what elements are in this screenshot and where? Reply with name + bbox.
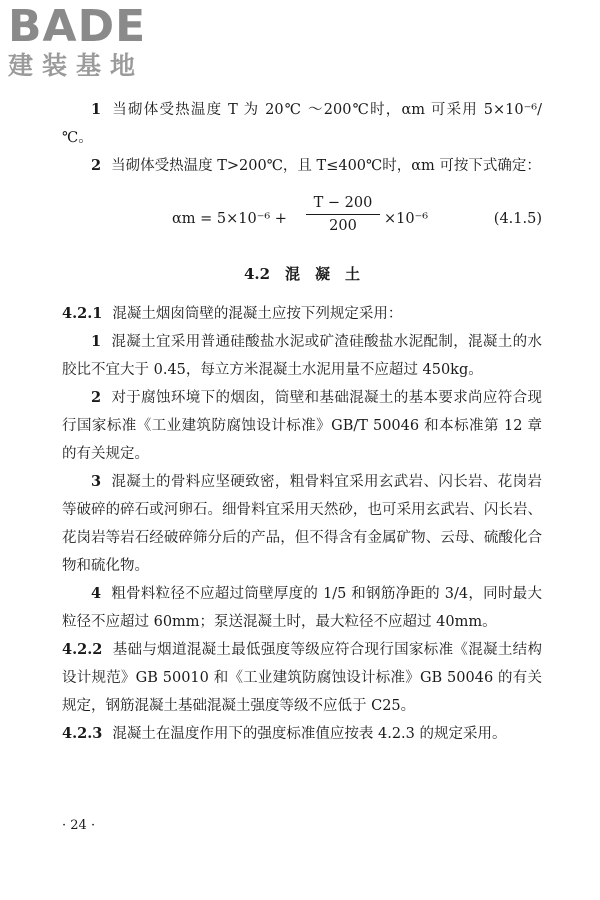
item-1 (62, 328, 542, 384)
item-4 (62, 580, 542, 636)
item-2 (62, 384, 542, 468)
formula-4-1-5 (62, 192, 542, 242)
item-text: 混凝土宜采用普通硅酸盐水泥或矿渣硅酸盐水泥配制，混凝土的水胶比不宜大于 0.45，每立方米混凝土水泥用量不应超过 450kg。 (62, 334, 542, 378)
item-text: 粗骨料粒径不应超过筒壁厚度的 1/5 和钢筋净距的 3/4，同时最大粒径不应超过 60mm；泵送混凝土时，最大粒径不应超过 40mm。 (62, 586, 542, 630)
item-number: 3 (91, 473, 102, 490)
item-number: 1 (91, 101, 102, 118)
formula-denominator: 200 (329, 218, 357, 234)
formula-fraction (306, 192, 380, 237)
logo-wordmark: BADE (8, 1, 147, 52)
item-text: 对于腐蚀环境下的烟囱，筒壁和基础混凝土的基本要求尚应符合现行国家标准《工业建筑防腐蚀设计标准》GB/T 50046 和本标准第 12 章的有关规定。 (62, 390, 542, 462)
item-number: 4 (91, 585, 102, 602)
clause-4-2-3 (62, 720, 542, 748)
clause-text: 基础与烟道混凝土最低强度等级应符合现行国家标准《混凝土结构设计规范》GB 50010 和《工业建筑防腐蚀设计标准》GB 50046 的有关规定，钢筋混凝土基础混凝土强度等级不应低于 C25。 (62, 642, 542, 714)
page-number: · 24 · (62, 818, 96, 833)
clause-number: 4.2.3 (62, 725, 103, 742)
formula-numerator: T − 200 (306, 192, 380, 215)
clause-text: 混凝土烟囱筒壁的混凝土应按下列规定采用： (112, 306, 403, 322)
item-3 (62, 468, 542, 580)
clause-4-2-1 (62, 300, 542, 328)
formula-lhs: αm = 5×10⁻⁶ + (172, 211, 287, 227)
logo (8, 1, 178, 80)
section-title: 4.2 混 凝 土 (243, 265, 361, 283)
item-number: 1 (91, 333, 102, 350)
item-text: 当砌体受热温度 T>200℃，且 T≤400℃时，αm 可按下式确定： (111, 158, 541, 174)
clause-number: 4.2.1 (62, 305, 103, 322)
clause-4-2-2 (62, 636, 542, 720)
item-1-top (62, 96, 542, 152)
page-content (62, 96, 542, 748)
item-text: 当砌体受热温度 T 为 20℃ ～200℃时，αm 可采用 5×10⁻⁶/℃。 (62, 102, 542, 146)
clause-text: 混凝土在温度作用下的强度标准值应按表 4.2.3 的规定采用。 (112, 726, 507, 742)
item-2-top (62, 152, 542, 180)
item-number: 2 (91, 157, 102, 174)
logo-chinese-text: 建装基地 (8, 51, 145, 80)
equation-number: (4.1.5) (493, 211, 542, 227)
clause-number: 4.2.2 (62, 641, 103, 658)
item-number: 2 (91, 389, 102, 406)
formula-tail: ×10⁻⁶ (384, 211, 429, 227)
item-text: 混凝土的骨料应坚硬致密，粗骨料宜采用玄武岩、闪长岩、花岗岩等破碎的碎石或河卵石。细骨料宜采用天然砂，也可采用玄武岩、闪长岩、花岗岩等岩石经破碎筛分后的产品，但不得含有金属矿物、云母、硫酸化合物和硫化物。 (62, 474, 542, 574)
